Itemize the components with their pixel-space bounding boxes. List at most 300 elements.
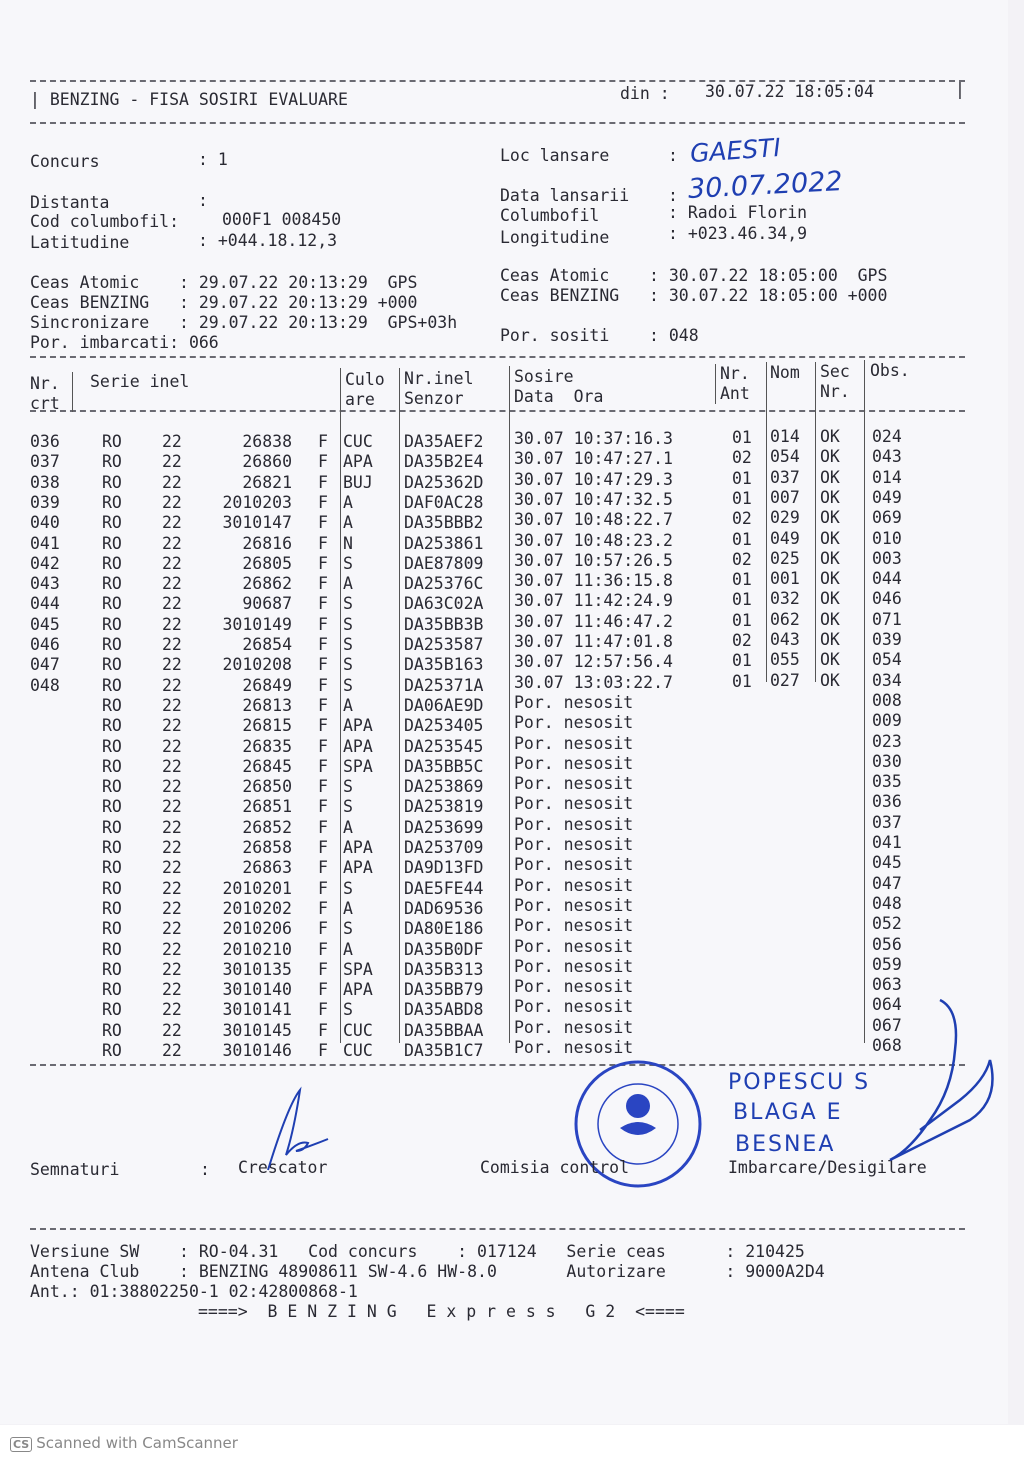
cell-nom: 049 xyxy=(770,528,800,548)
cell-tara: RO xyxy=(102,959,122,979)
col-header-sosire-2: Data Ora xyxy=(514,387,604,406)
cell-senzor: DA253861 xyxy=(404,533,484,553)
cell-sosire: 30.07 11:46:47.2 xyxy=(514,611,673,631)
cell-inel: 26813 xyxy=(242,695,292,715)
col-header-nr-2: crt xyxy=(30,394,60,413)
cell-sex: F xyxy=(318,472,328,492)
cell-obs: 059 xyxy=(872,954,902,974)
colon: : xyxy=(668,186,678,205)
cell-sex: F xyxy=(318,513,328,533)
cell-cul: S xyxy=(343,878,353,898)
table-row xyxy=(30,853,930,878)
cell-tara: RO xyxy=(102,919,122,939)
cell-tara: RO xyxy=(102,513,122,533)
cell-sosire: Por. nesosit xyxy=(514,936,634,956)
table-row xyxy=(30,812,930,838)
cell-nom: 029 xyxy=(770,508,800,528)
clock-benzing-left: Ceas BENZING : 29.07.22 20:13:29 +000 xyxy=(30,293,418,312)
cell-cul: SPA xyxy=(343,756,373,776)
cell-inel: 26845 xyxy=(242,756,292,776)
cell-an: 22 xyxy=(162,858,182,878)
cell-tara: RO xyxy=(102,553,122,573)
cell-sex: F xyxy=(318,452,328,472)
cell-nr: 047 xyxy=(30,655,60,675)
cell-tara: RO xyxy=(102,1020,122,1040)
cell-inel: 3010145 xyxy=(222,1020,292,1040)
loc-lansare-label: Loc lansare xyxy=(500,146,610,165)
table-row xyxy=(30,893,930,919)
cell-senzor: DA35BB79 xyxy=(404,980,484,1000)
cell-senzor: DA35BB3B xyxy=(404,614,484,634)
col-sep xyxy=(715,364,716,404)
cell-sex: F xyxy=(318,492,328,512)
camscanner-badge: CS xyxy=(10,1437,32,1452)
cell-cul: S xyxy=(343,594,353,614)
cell-inel: 3010135 xyxy=(222,959,292,979)
cell-senzor: DA35B0DF xyxy=(404,939,484,959)
cell-nom: 062 xyxy=(770,609,800,629)
cell-ant: 01 xyxy=(732,428,752,447)
columbofil-label: Columbofil xyxy=(500,206,600,225)
cell-sosire: 30.07 10:47:27.1 xyxy=(514,449,673,469)
handwritten-name: BLAGA E xyxy=(733,1100,843,1125)
cell-nr: 046 xyxy=(30,635,60,654)
cell-inel: 26860 xyxy=(242,452,292,472)
cell-inel: 26838 xyxy=(242,432,292,451)
handwritten-name: BESNEA xyxy=(735,1132,836,1157)
cell-sex: F xyxy=(318,919,328,939)
divider xyxy=(30,1064,965,1066)
cell-tara: RO xyxy=(102,858,122,878)
cell-senzor: DAE87809 xyxy=(404,553,484,573)
loc-lansare-handwritten: GAESTI xyxy=(689,132,782,169)
cell-senzor: DA9D13FD xyxy=(404,858,484,878)
cell-nom: 054 xyxy=(770,447,800,467)
cell-tara: RO xyxy=(102,817,122,837)
cell-obs: 049 xyxy=(872,487,902,507)
cell-cul: S xyxy=(343,777,353,797)
cell-tara: RO xyxy=(102,635,122,654)
divider xyxy=(30,1228,965,1230)
cell-an: 22 xyxy=(162,432,182,451)
cell-cul: S xyxy=(343,635,353,654)
cell-sec: OK xyxy=(820,548,840,568)
table-row xyxy=(30,670,930,696)
cell-cul: APA xyxy=(343,838,373,857)
clock-benzing-right: Ceas BENZING : 30.07.22 18:05:00 +000 xyxy=(500,286,888,305)
cell-tara: RO xyxy=(102,432,122,451)
cell-nr: 037 xyxy=(30,452,60,472)
cell-cul: A xyxy=(343,574,353,594)
cell-nom: 032 xyxy=(770,589,800,609)
cell-nr: 042 xyxy=(30,553,60,573)
longitude-value: : +023.46.34,9 xyxy=(668,224,808,243)
cell-an: 22 xyxy=(162,898,182,918)
cell-obs: 008 xyxy=(872,690,902,710)
cell-tara: RO xyxy=(102,1000,122,1020)
table-row xyxy=(30,1015,930,1041)
cell-sex: F xyxy=(318,959,328,979)
cell-senzor: DA35AEF2 xyxy=(404,432,484,451)
cell-cul: APA xyxy=(343,452,373,472)
cell-obs: 003 xyxy=(872,548,902,568)
cell-sec: OK xyxy=(820,487,840,507)
cell-sex: F xyxy=(318,797,328,817)
cell-an: 22 xyxy=(162,939,182,959)
cell-senzor: DA35BB5C xyxy=(404,756,484,776)
cell-ant: 01 xyxy=(732,651,752,671)
por-imbarcati: Por. imbarcati: 066 xyxy=(30,333,219,352)
cell-senzor: DA35B2E4 xyxy=(404,452,484,472)
cell-cul: S xyxy=(343,675,353,695)
cell-an: 22 xyxy=(162,756,182,776)
col-header-senzor-2: Senzor xyxy=(404,389,464,408)
cell-cul: S xyxy=(343,919,353,939)
cell-sex: F xyxy=(318,817,328,837)
cell-sec: OK xyxy=(820,650,840,670)
footer-line-3: Ant.: 01:38802250-1 02:42800868-1 xyxy=(30,1282,358,1301)
cell-senzor: DA253405 xyxy=(404,716,484,736)
signature-crescator xyxy=(258,1085,338,1180)
table-row xyxy=(30,954,930,980)
cell-tara: RO xyxy=(102,1041,122,1060)
cell-sex: F xyxy=(318,858,328,878)
cell-ant: 01 xyxy=(732,590,752,610)
cell-inel: 2010206 xyxy=(222,919,292,939)
cell-obs: 037 xyxy=(872,812,902,832)
cell-sosire: Por. nesosit xyxy=(514,753,634,773)
cell-tara: RO xyxy=(102,878,122,898)
cell-inel: 26835 xyxy=(242,736,292,756)
cod-value: 000F1 008450 xyxy=(222,210,342,229)
cell-ant: 02 xyxy=(732,631,752,650)
cell-sosire: 30.07 10:48:22.7 xyxy=(514,510,673,530)
cell-nom: 014 xyxy=(770,427,800,446)
cell-nr: 045 xyxy=(30,614,60,634)
cell-obs: 010 xyxy=(872,528,902,548)
cell-an: 22 xyxy=(162,655,182,675)
cell-senzor: DA06AE9D xyxy=(404,695,484,715)
cell-obs: 035 xyxy=(872,772,902,792)
cell-senzor: DA253587 xyxy=(404,635,484,654)
cell-senzor: DAF0AC28 xyxy=(404,492,484,512)
cell-senzor: DA35BBB2 xyxy=(404,513,484,533)
cell-sex: F xyxy=(318,574,328,594)
footer-line-2: Antena Club : BENZING 48908611 SW-4.6 HW-8.0 Autorizare : 9000A2D4 xyxy=(30,1262,825,1281)
table-row xyxy=(30,873,930,899)
table-row xyxy=(30,995,930,1020)
cell-inel: 2010203 xyxy=(222,492,292,512)
header-bar-end: | xyxy=(955,80,965,99)
cell-cul: S xyxy=(343,553,353,573)
cell-nr: 043 xyxy=(30,574,60,594)
cell-cul: SPA xyxy=(343,959,373,979)
cell-sosire: Por. nesosit xyxy=(514,855,634,875)
cell-tara: RO xyxy=(102,655,122,675)
cell-tara: RO xyxy=(102,716,122,736)
cell-an: 22 xyxy=(162,919,182,939)
cell-obs: 039 xyxy=(872,630,902,649)
cell-obs: 014 xyxy=(872,467,902,487)
cell-tara: RO xyxy=(102,695,122,715)
cell-an: 22 xyxy=(162,695,182,715)
cell-senzor: DAD69536 xyxy=(404,898,484,918)
cell-obs: 041 xyxy=(872,833,902,852)
cell-senzor: DA35B1C7 xyxy=(404,1041,484,1060)
cell-tara: RO xyxy=(102,452,122,472)
cell-cul: N xyxy=(343,533,353,553)
col-header-nr-1: Nr. xyxy=(30,374,60,393)
clock-atomic-right: Ceas Atomic : 30.07.22 18:05:00 GPS xyxy=(500,266,888,285)
cell-ant: 01 xyxy=(732,468,752,488)
cell-inel: 26805 xyxy=(242,553,292,573)
cell-senzor: DA253709 xyxy=(404,838,484,857)
cell-cul: S xyxy=(343,614,353,634)
cell-sosire: 30.07 13:03:22.7 xyxy=(514,672,673,692)
cell-cul: A xyxy=(343,817,353,837)
cell-obs: 064 xyxy=(872,995,902,1015)
col-header-culo-2: are xyxy=(345,390,375,409)
signature-imbarcare xyxy=(860,990,1010,1190)
cell-tara: RO xyxy=(102,492,122,512)
footer-line-4: ====> B E N Z I N G E x p r e s s G 2 <==== xyxy=(198,1302,685,1321)
cell-obs: 030 xyxy=(872,751,902,771)
cell-nr: 040 xyxy=(30,513,60,533)
camscanner-label: Scanned with CamScanner xyxy=(36,1434,238,1452)
cell-sex: F xyxy=(318,716,328,736)
cell-tara: RO xyxy=(102,533,122,553)
divider xyxy=(30,122,965,124)
cell-senzor: DA253819 xyxy=(404,797,484,817)
cell-nom: 037 xyxy=(770,467,800,487)
cell-obs: 045 xyxy=(872,853,902,873)
cell-inel: 3010149 xyxy=(222,614,292,634)
cod-label: Cod columbofil: xyxy=(30,212,180,231)
cell-sec: OK xyxy=(820,630,840,649)
cell-tara: RO xyxy=(102,756,122,776)
cell-an: 22 xyxy=(162,959,182,979)
cell-sosire: Por. nesosit xyxy=(514,713,634,733)
cell-sec: OK xyxy=(820,670,840,690)
cell-sex: F xyxy=(318,614,328,634)
cell-nom: 007 xyxy=(770,487,800,507)
cell-nom: 025 xyxy=(770,548,800,568)
cell-obs: 067 xyxy=(872,1015,902,1035)
cell-tara: RO xyxy=(102,777,122,797)
cell-sosire: 30.07 10:37:16.3 xyxy=(514,429,673,448)
cell-sex: F xyxy=(318,553,328,573)
cell-sosire: Por. nesosit xyxy=(514,916,634,936)
cell-ant: 02 xyxy=(732,448,752,468)
cell-an: 22 xyxy=(162,797,182,817)
cell-cul: CUC xyxy=(343,1041,373,1060)
table-row xyxy=(30,731,930,757)
cell-sosire: Por. nesosit xyxy=(514,977,634,997)
cell-an: 22 xyxy=(162,777,182,797)
cell-obs: 034 xyxy=(872,670,902,690)
cell-sosire: Por. nesosit xyxy=(514,794,634,814)
table-row xyxy=(30,711,930,736)
cell-an: 22 xyxy=(162,1041,182,1060)
longitude-label: Longitudine xyxy=(500,228,610,247)
data-lansarii-handwritten: 30.07.2022 xyxy=(687,165,844,206)
cell-senzor: DA253699 xyxy=(404,817,484,837)
cell-inel: 2010208 xyxy=(222,655,292,675)
cell-obs: 052 xyxy=(872,914,902,934)
cell-sosire: Por. nesosit xyxy=(514,875,634,895)
cell-obs: 054 xyxy=(872,650,902,670)
cell-an: 22 xyxy=(162,716,182,736)
cell-tara: RO xyxy=(102,838,122,857)
cell-an: 22 xyxy=(162,492,182,512)
cell-senzor: DA35B313 xyxy=(404,959,484,979)
cell-tara: RO xyxy=(102,574,122,594)
cell-inel: 26851 xyxy=(242,797,292,817)
cell-sosire: 30.07 11:36:15.8 xyxy=(514,571,673,591)
cell-cul: S xyxy=(343,797,353,817)
cell-sec: OK xyxy=(820,569,840,589)
cell-ant: 01 xyxy=(732,671,752,691)
col-header-sosire-1: Sosire xyxy=(514,367,574,386)
cell-an: 22 xyxy=(162,472,182,492)
print-datetime: 30.07.22 18:05:04 xyxy=(705,82,874,101)
divider xyxy=(30,410,965,412)
por-sositi: Por. sositi : 048 xyxy=(500,326,699,345)
cell-inel: 26863 xyxy=(242,858,292,878)
cell-senzor: DA25376C xyxy=(404,574,484,594)
cell-an: 22 xyxy=(162,1000,182,1020)
cell-sex: F xyxy=(318,695,328,715)
cell-cul: APA xyxy=(343,736,373,756)
cell-cul: CUC xyxy=(343,1020,373,1040)
col-header-ant-1: Nr. xyxy=(720,364,750,383)
cell-inel: 26854 xyxy=(242,635,292,654)
cell-sosire: Por. nesosit xyxy=(514,774,634,794)
cell-inel: 26852 xyxy=(242,817,292,837)
cell-sex: F xyxy=(318,635,328,654)
cell-inel: 2010210 xyxy=(222,939,292,959)
cell-nom: 027 xyxy=(770,670,800,690)
concurs-label: Concurs xyxy=(30,152,100,171)
cell-an: 22 xyxy=(162,878,182,898)
cell-obs: 043 xyxy=(872,447,902,467)
cell-ant: 02 xyxy=(732,509,752,529)
cell-sec: OK xyxy=(820,508,840,528)
cell-an: 22 xyxy=(162,574,182,594)
cell-sosire: Por. nesosit xyxy=(514,835,634,854)
table-row xyxy=(30,772,930,797)
cell-ant: 01 xyxy=(732,488,752,508)
camscanner-watermark xyxy=(10,1434,238,1452)
cell-nom: 043 xyxy=(770,630,800,649)
cell-an: 22 xyxy=(162,675,182,695)
cell-obs: 044 xyxy=(872,569,902,589)
cell-senzor: DA35ABD8 xyxy=(404,1000,484,1020)
col-header-nom: Nom xyxy=(770,363,800,382)
clock-atomic-left: Ceas Atomic : 29.07.22 20:13:29 GPS xyxy=(30,273,418,292)
cell-nom: 001 xyxy=(770,569,800,589)
cell-sec: OK xyxy=(820,447,840,467)
cell-inel: 3010147 xyxy=(222,513,292,533)
cell-nr: 041 xyxy=(30,533,60,553)
col-header-serie: Serie inel xyxy=(90,372,190,391)
cell-sex: F xyxy=(318,432,328,451)
data-lansarii-label: Data lansarii xyxy=(500,186,630,205)
cell-inel: 26858 xyxy=(242,838,292,857)
cell-obs: 063 xyxy=(872,975,902,995)
table-row xyxy=(30,833,930,858)
cell-cul: APA xyxy=(343,980,373,1000)
table-row xyxy=(30,914,930,939)
cell-obs: 046 xyxy=(872,589,902,609)
cell-tara: RO xyxy=(102,594,122,614)
din-label: din : xyxy=(620,84,670,103)
cell-cul: A xyxy=(343,695,353,715)
cell-sosire: Por. nesosit xyxy=(514,895,634,915)
cell-inel: 26815 xyxy=(242,716,292,736)
cell-sec: OK xyxy=(820,609,840,629)
cell-cul: S xyxy=(343,1000,353,1020)
sync-line: Sincronizare : 29.07.22 20:13:29 GPS+03h xyxy=(30,313,458,332)
cell-cul: APA xyxy=(343,858,373,878)
cell-an: 22 xyxy=(162,980,182,1000)
cell-sex: F xyxy=(318,675,328,695)
cell-inel: 3010146 xyxy=(222,1041,292,1060)
cell-senzor: DA63C02A xyxy=(404,594,484,614)
table-row xyxy=(30,975,930,1000)
cell-senzor: DA35BBAA xyxy=(404,1020,484,1040)
concurs-value: : 1 xyxy=(198,150,228,169)
cell-sosire: 30.07 10:47:29.3 xyxy=(514,469,673,489)
cell-an: 22 xyxy=(162,513,182,533)
cell-obs: 069 xyxy=(872,508,902,528)
cell-senzor: DA80E186 xyxy=(404,919,484,939)
cell-inel: 2010202 xyxy=(222,898,292,918)
cell-obs: 047 xyxy=(872,873,902,893)
cell-ant: 01 xyxy=(732,610,752,630)
cell-sosire: Por. nesosit xyxy=(514,692,634,712)
cell-senzor: DA253869 xyxy=(404,777,484,797)
cell-cul: CUC xyxy=(343,432,373,451)
cell-sex: F xyxy=(318,980,328,1000)
cell-inel: 2010201 xyxy=(222,878,292,898)
cell-sex: F xyxy=(318,878,328,898)
cell-sex: F xyxy=(318,1020,328,1040)
table-row xyxy=(30,792,930,817)
handwritten-name: POPESCU S xyxy=(728,1070,871,1095)
cell-an: 22 xyxy=(162,838,182,857)
cell-sex: F xyxy=(318,777,328,797)
cell-sex: F xyxy=(318,898,328,918)
cell-sosire: Por. nesosit xyxy=(514,814,634,834)
imbarcare-label: Imbarcare/Desigilare xyxy=(728,1158,927,1177)
cell-cul: A xyxy=(343,513,353,533)
cell-nr: 038 xyxy=(30,472,60,492)
cell-sex: F xyxy=(318,594,328,614)
cell-sosire: Por. nesosit xyxy=(514,1038,634,1057)
table-row xyxy=(30,751,930,777)
cell-sosire: 30.07 12:57:56.4 xyxy=(514,652,673,672)
cell-ant: 01 xyxy=(732,529,752,549)
cell-senzor: DAE5FE44 xyxy=(404,878,484,898)
cell-obs: 071 xyxy=(872,609,902,629)
cell-sosire: Por. nesosit xyxy=(514,956,634,976)
cell-an: 22 xyxy=(162,614,182,634)
cell-obs: 036 xyxy=(872,792,902,812)
divider xyxy=(30,356,965,358)
cell-an: 22 xyxy=(162,817,182,837)
cell-an: 22 xyxy=(162,736,182,756)
